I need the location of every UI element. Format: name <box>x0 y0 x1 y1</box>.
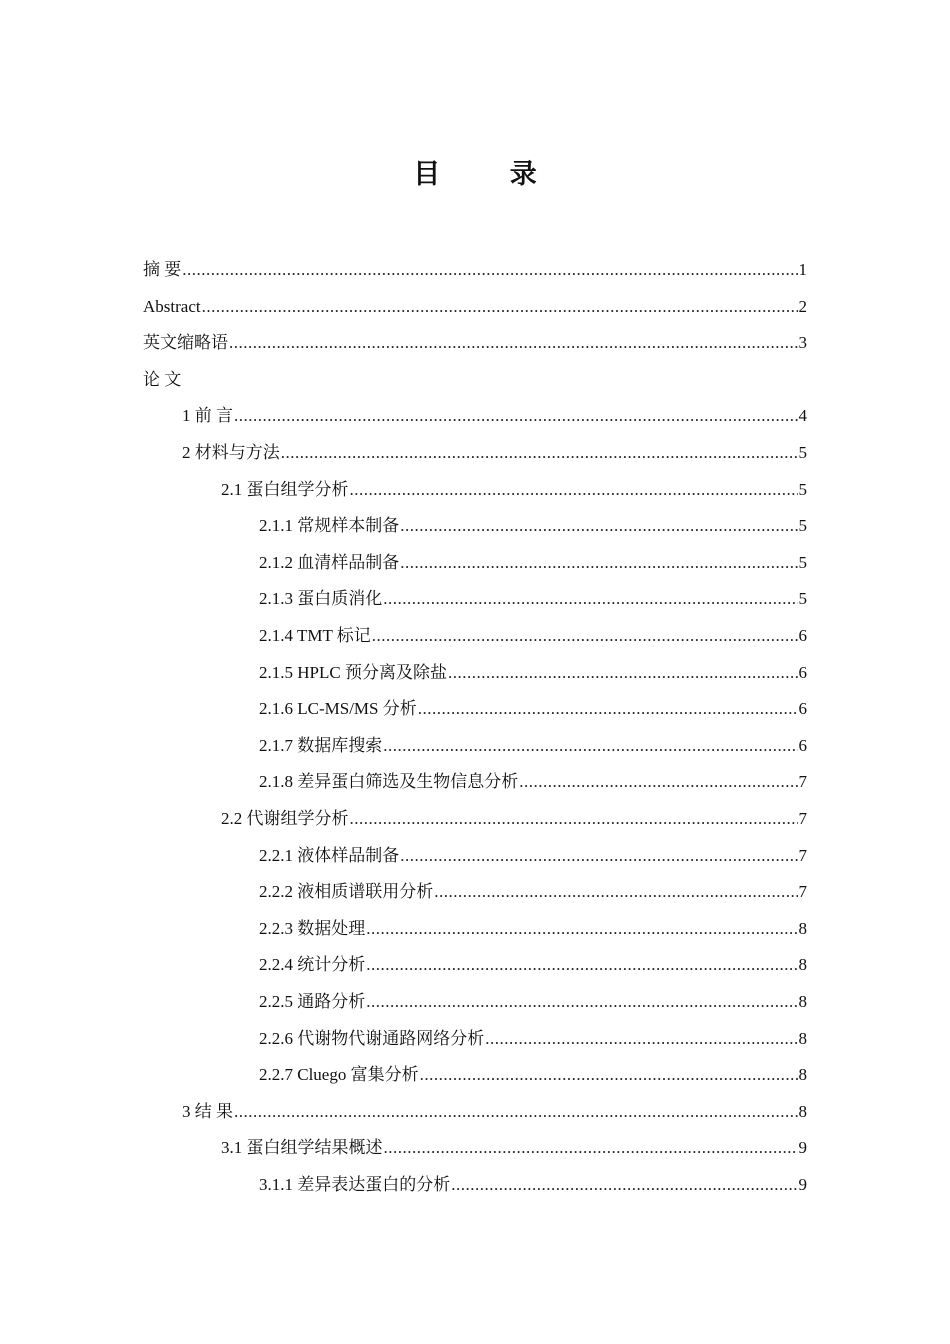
toc-entry-label: 2.2.5 通路分析 <box>259 992 366 1011</box>
toc-entry-page-number: 5 <box>798 552 807 572</box>
toc-entry-page-number: 8 <box>798 918 807 938</box>
toc-entry-page-number: 8 <box>798 992 807 1011</box>
toc-entry-label: 2.1.5 HPLC 预分离及除盐 <box>259 662 447 682</box>
toc-entry[interactable] <box>259 696 807 722</box>
toc-entry-page-number: 6 <box>798 626 807 645</box>
toc-entry-page-number: 7 <box>798 772 807 792</box>
toc-entry[interactable] <box>182 403 807 429</box>
toc-entry-page-number: 1 <box>798 260 807 279</box>
toc-entry-page-number: 6 <box>798 662 807 682</box>
toc-entry-page-number: 5 <box>798 516 807 536</box>
toc-entry[interactable] <box>143 257 807 283</box>
toc-entry[interactable] <box>259 1026 807 1052</box>
toc-entry[interactable] <box>259 513 807 539</box>
toc-entry-label: 2.1 蛋白组学分析 <box>221 479 349 499</box>
toc-entry-label: 2.2.6 代谢物代谢通路网络分析 <box>259 1028 485 1048</box>
toc-entry-label: 摘 要 <box>143 260 182 279</box>
toc-entry-page-number: 8 <box>798 1028 807 1048</box>
toc-entry-label: 3.1 蛋白组学结果概述 <box>221 1138 383 1158</box>
toc-entry[interactable] <box>143 294 807 320</box>
toc-entry[interactable] <box>259 550 807 576</box>
toc-leader-dots <box>383 586 797 612</box>
toc-entry-label: 3.1.1 差异表达蛋白的分析 <box>259 1175 451 1194</box>
toc-leader-dots <box>418 696 798 722</box>
toc-entry-page-number: 7 <box>798 882 807 902</box>
toc-entry-page-number: 3 <box>798 333 807 353</box>
toc-entry[interactable] <box>182 1099 807 1125</box>
toc-entry-label: 2 材料与方法 <box>182 443 280 462</box>
toc-entry-page-number: 9 <box>798 1138 807 1158</box>
toc-entry-page-number: 4 <box>798 406 807 426</box>
toc-entry-label: 英文缩略语 <box>143 333 228 353</box>
toc-entry[interactable] <box>259 1062 807 1088</box>
toc-entry-page-number: 5 <box>798 589 807 609</box>
toc-entry-label: 3 结 果 <box>182 1101 233 1121</box>
toc-leader-dots <box>229 330 798 356</box>
toc-leader-dots <box>400 513 797 539</box>
toc-entry[interactable] <box>259 586 807 612</box>
toc-entry[interactable] <box>259 952 807 978</box>
toc-leader-dots <box>400 843 797 869</box>
toc-entry[interactable] <box>143 330 807 356</box>
toc-entry-label: 2.1.6 LC-MS/MS 分析 <box>259 699 417 719</box>
toc-entry-label: 2.1.2 血清样品制备 <box>259 552 400 572</box>
toc-entry[interactable] <box>259 623 807 649</box>
toc-leader-dots <box>234 1099 798 1125</box>
toc-entry-label: 2.1.1 常规样本制备 <box>259 516 400 536</box>
toc-entry[interactable] <box>259 660 807 686</box>
toc-entry[interactable] <box>259 879 807 905</box>
toc-entry-label: 2.2.3 数据处理 <box>259 918 366 938</box>
toc-entry-page-number: 5 <box>798 479 807 499</box>
toc-entry[interactable] <box>259 769 807 795</box>
toc-entry[interactable] <box>221 477 807 503</box>
toc-leader-dots <box>350 806 798 832</box>
toc-leader-dots <box>420 1062 798 1088</box>
toc-title: 目 录 <box>413 159 567 190</box>
toc-entry-label: 2.2.4 统计分析 <box>259 955 366 975</box>
toc-entry[interactable] <box>259 733 807 759</box>
toc-leader-dots <box>384 1135 798 1161</box>
toc-entry[interactable] <box>221 806 807 832</box>
toc-entry[interactable] <box>221 1135 807 1161</box>
toc-entry-page-number: 8 <box>798 1101 807 1121</box>
toc-leader-dots <box>434 879 797 905</box>
toc-leader-dots <box>366 952 797 978</box>
toc-entry-label: 2.1.7 数据库搜索 <box>259 735 383 755</box>
toc-leader-dots <box>350 477 798 503</box>
toc-leader-dots <box>485 1026 797 1052</box>
toc-leader-dots <box>281 440 798 466</box>
toc-entry-label: 2.2 代谢组学分析 <box>221 809 349 828</box>
toc-leader-dots <box>202 294 798 320</box>
toc-entry-page-number: 5 <box>798 443 807 462</box>
toc-leader-dots <box>234 403 798 429</box>
toc-leader-dots <box>400 550 797 576</box>
toc-entry-label: 2.2.7 Cluego 富集分析 <box>259 1065 419 1085</box>
toc-entry[interactable] <box>259 1172 807 1198</box>
toc-entry-page-number: 2 <box>798 296 807 316</box>
toc-leader-dots <box>519 769 797 795</box>
toc-entry[interactable] <box>259 989 807 1015</box>
toc-leader-dots <box>366 916 797 942</box>
toc-entry-label: 2.2.1 液体样品制备 <box>259 845 400 865</box>
toc-entry[interactable] <box>259 843 807 869</box>
toc-entry[interactable] <box>259 916 807 942</box>
toc-entry-page-number: 6 <box>798 699 807 719</box>
toc-entry-page-number: 9 <box>798 1175 807 1194</box>
toc-leader-dots <box>451 1172 797 1198</box>
toc-entry[interactable] <box>182 440 807 466</box>
toc-entry-label: 论 文 <box>143 369 182 389</box>
toc-leader-dots <box>182 257 797 283</box>
toc-entry-label: Abstract <box>143 296 201 316</box>
toc-entry-label: 2.2.2 液相质谱联用分析 <box>259 882 434 902</box>
toc-entry-label: 2.1.3 蛋白质消化 <box>259 589 383 609</box>
toc-leader-dots <box>383 733 797 759</box>
toc-leader-dots <box>372 623 798 649</box>
toc-entry-label: 2.1.4 TMT 标记 <box>259 626 371 645</box>
toc-leader-dots <box>366 989 797 1015</box>
toc-entry-label: 2.1.8 差异蛋白筛选及生物信息分析 <box>259 772 519 792</box>
toc-leader-dots <box>448 660 798 686</box>
toc-entry[interactable] <box>143 367 807 393</box>
toc-entry-page-number: 6 <box>798 735 807 755</box>
toc-entry-label: 1 前 言 <box>182 406 233 426</box>
toc-entry-page-number: 8 <box>798 955 807 975</box>
toc-entry-page-number: 7 <box>798 845 807 865</box>
toc-entry-page-number: 8 <box>798 1065 807 1085</box>
toc-entry-page-number: 7 <box>798 809 807 828</box>
